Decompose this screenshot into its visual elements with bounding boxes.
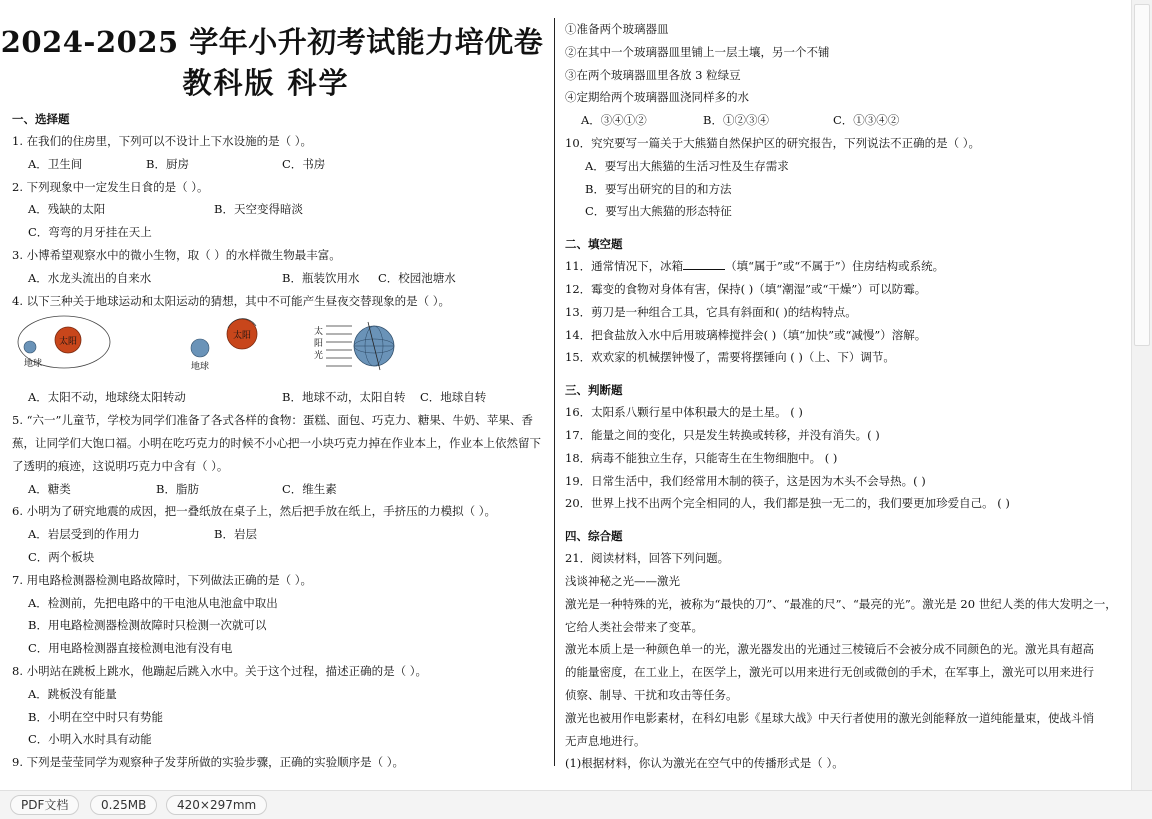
question-21-sub-1: (1)根据材料，你认为激光在空气中的传播形式是（ ）。 bbox=[565, 756, 844, 771]
question-5-line-3: 了透明的痕迹，这说明巧克力中含有（ ）。 bbox=[12, 458, 229, 473]
scrollbar-thumb[interactable] bbox=[1134, 4, 1150, 346]
question-9-step-1: ①准备两个玻璃器皿 bbox=[565, 22, 669, 36]
question-16: 16．太阳系八颗行星中体积最大的是土星。 ( ) bbox=[565, 405, 803, 420]
option-c: C．弯弯的月牙挂在天上 bbox=[28, 225, 152, 240]
option-a: A．检测前，先把电路中的干电池从电池盒中取出 bbox=[28, 595, 278, 610]
option-b: B．厨房 bbox=[146, 156, 189, 171]
right-column bbox=[565, 18, 1117, 775]
earth-label: 地球 bbox=[24, 359, 43, 370]
question-7: 7. 用电路检测器检测电路故障时，下列做法正确的是（ ）。 bbox=[12, 572, 313, 587]
page-subtitle: 教科版 科学 bbox=[182, 66, 350, 100]
page-dimensions-badge: 420×297mm bbox=[166, 795, 267, 815]
reading-p3-line-1: 激光也被用作电影素材，在科幻电影《星球大战》中天行者使用的激光剑能释放一道纯能量束，使战斗悄 bbox=[565, 710, 1094, 725]
section-heading-choice: 一、选择题 bbox=[12, 112, 70, 126]
figure-sun-rotating bbox=[180, 314, 280, 380]
left-column bbox=[0, 22, 550, 774]
reading-p2-line-2: 的能量密度，在工业上，在医学上，激光可以用来进行无创或微创的手术，在军事上，激光可以用来进行 bbox=[565, 665, 1094, 680]
option-c: C．校园池塘水 bbox=[378, 270, 456, 285]
question-5-line-1: 5. “六一”儿童节，学校为同学们准备了各式各样的食物：蛋糕、面包、巧克力、糖果、牛奶、苹果、香 bbox=[12, 413, 533, 428]
sunlight-label-1: 太 bbox=[314, 327, 324, 338]
reading-p1-line-1: 激光是一种特殊的光，被称为“最快的刀”、“最准的尺”、“最亮的光”。激光是 20 世纪人类的伟大发明之一， bbox=[565, 596, 1117, 611]
question-10: 10．究究要写一篇关于大熊猫自然保护区的研究报告，下列说法不正确的是（ ）。 bbox=[565, 135, 981, 150]
sun-label: 太阳 bbox=[58, 337, 78, 348]
sun-label: 太阳 bbox=[232, 331, 252, 342]
question-9: 9. 下列是莹莹同学为观察种子发芽所做的实验步骤，正确的实验顺序是（ ）。 bbox=[12, 755, 405, 770]
option-b: B．脂肪 bbox=[156, 481, 199, 496]
option-c: C．地球自转 bbox=[420, 390, 487, 405]
sunlight-label-2: 阳 bbox=[314, 339, 324, 350]
option-c: C．用电路检测器直接检测电池有没有电 bbox=[28, 641, 233, 656]
question-17: 17．能量之间的变化，只是发生转换或转移，并没有消失。( ) bbox=[565, 427, 880, 442]
question-1-options bbox=[12, 153, 550, 176]
question-12: 12．霉变的食物对身体有害，保持( )（填“潮湿”或“干燥”）可以防霉。 bbox=[565, 281, 927, 296]
option-a: A．水龙头流出的自来水 bbox=[28, 270, 152, 285]
file-type-badge: PDF文档 bbox=[10, 795, 79, 815]
option-b: B．小明在空中时只有势能 bbox=[28, 709, 163, 724]
reading-heading: 浅谈神秘之光——激光 bbox=[565, 573, 680, 588]
question-2-options bbox=[12, 198, 550, 221]
option-a: A．要写出大熊猫的生活习性及生存需求 bbox=[585, 158, 789, 173]
file-size-badge: 0.25MB bbox=[90, 795, 157, 815]
question-13: 13．剪刀是一种组合工具，它具有斜面和( )的结构特点。 bbox=[565, 304, 857, 319]
option-b: B．地球不动，太阳自转 bbox=[282, 390, 406, 405]
option-a: A．③④①② bbox=[581, 113, 647, 128]
option-a: A．糖类 bbox=[28, 481, 71, 496]
question-3-options bbox=[12, 267, 550, 290]
question-4: 4. 以下三种关于地球运动和太阳运动的猜想，其中不可能产生昼夜交替现象的是（ ）。 bbox=[12, 293, 451, 308]
question-5-options bbox=[12, 478, 550, 501]
reading-p2-line-1: 激光本质上是一种颜色单一的光，激光器发出的光通过三棱镜后不会被分成不同颜色的光。激光具有超高 bbox=[565, 642, 1094, 657]
section-heading-comprehensive: 四、综合题 bbox=[565, 529, 623, 544]
option-c: C．要写出大熊猫的形态特征 bbox=[585, 204, 732, 219]
option-b: B．岩层 bbox=[214, 527, 257, 542]
status-bar bbox=[0, 790, 1152, 819]
option-c: C．小明入水时具有动能 bbox=[28, 732, 152, 747]
question-1: 1. 在我们的住房里，下列可以不设计上下水设施的是（ ）。 bbox=[12, 134, 313, 148]
question-9-options bbox=[565, 109, 1110, 132]
option-a: A．跳板没有能量 bbox=[28, 686, 117, 701]
option-c: C．书房 bbox=[282, 156, 326, 171]
sunlight-arrows bbox=[326, 326, 352, 366]
option-c: C．两个板块 bbox=[28, 549, 95, 564]
question-14: 14．把食盐放入水中后用玻璃棒搅拌会( )（填“加快”或“减慢”）溶解。 bbox=[565, 327, 927, 342]
section-heading-fill: 二、填空题 bbox=[565, 237, 623, 252]
question-9-step-2: ②在其中一个玻璃器皿里铺上一层土壤，另一个不铺 bbox=[565, 44, 830, 59]
question-6-options bbox=[12, 523, 550, 546]
earth-icon bbox=[191, 339, 209, 357]
option-a: A．岩层受到的作用力 bbox=[28, 527, 140, 542]
question-9-step-3: ③在两个玻璃器皿里各放 3 粒绿豆 bbox=[565, 67, 741, 82]
question-4-options bbox=[12, 386, 550, 409]
option-b: B．要写出研究的目的和方法 bbox=[585, 181, 732, 196]
option-a: A．卫生间 bbox=[28, 156, 83, 171]
option-c: C．①③④② bbox=[833, 113, 900, 128]
answer-blank bbox=[683, 257, 725, 270]
question-6: 6. 小明为了研究地震的成因，把一叠纸放在桌子上，然后把手放在纸上，手挤压的力模拟（ ）。 bbox=[12, 504, 497, 519]
question-8: 8. 小明站在跳板上跳水，他蹦起后跳入水中。关于这个过程，描述正确的是（ ）。 bbox=[12, 663, 428, 678]
option-a: A．太阳不动，地球绕太阳转动 bbox=[28, 390, 186, 405]
column-divider bbox=[554, 18, 555, 766]
option-b: B．瓶装饮用水 bbox=[282, 270, 360, 285]
question-2: 2. 下列现象中一定发生日食的是（ ）。 bbox=[12, 179, 209, 194]
option-b: B．①②③④ bbox=[703, 113, 769, 128]
question-11-pre: 11．通常情况下，冰箱 bbox=[565, 259, 684, 274]
option-a: A．残缺的太阳 bbox=[28, 202, 106, 217]
question-9-step-4: ④定期给两个玻璃器皿浇同样多的水 bbox=[565, 90, 749, 105]
question-11 bbox=[565, 255, 1110, 278]
question-5-line-2: 蕉，让同学们大饱口福。小明在吃巧克力的时候不小心把一小块巧克力掉在作业本上，作业本上依然留下 bbox=[12, 435, 541, 450]
option-b: B．用电路检测器检测故障时只检测一次就可以 bbox=[28, 618, 267, 633]
earth-icon bbox=[24, 341, 36, 353]
question-3: 3. 小博希望观察水中的微小生物，取（ ）的水样微生物最丰富。 bbox=[12, 247, 341, 262]
section-heading-judge: 三、判断题 bbox=[565, 383, 623, 398]
earth-label: 地球 bbox=[191, 362, 210, 373]
question-4-figures bbox=[12, 314, 550, 382]
figure-earth-orbit bbox=[14, 314, 114, 380]
reading-p2-line-3: 侦察、制导、干扰和攻击等任务。 bbox=[565, 687, 738, 702]
vertical-scrollbar[interactable] bbox=[1131, 0, 1152, 790]
question-11-post: （填“属于”或“不属于”）住房结构或系统。 bbox=[725, 259, 945, 274]
question-19: 19．日常生活中，我们经常用木制的筷子，这是因为木头不会导热。( ) bbox=[565, 473, 926, 488]
question-20: 20．世界上找不出两个完全相同的人，我们都是独一无二的，我们要更加珍爱自己。 ( ) bbox=[565, 496, 1010, 511]
option-b: B．天空变得暗淡 bbox=[214, 202, 303, 217]
question-15: 15．欢欢家的机械摆钟慢了，需要将摆锤向 ( )（上、下）调节。 bbox=[565, 350, 895, 365]
figure-earth-rotating bbox=[312, 314, 412, 380]
option-c: C．维生素 bbox=[282, 481, 337, 496]
page-title: 2024-2025 学年小升初考试能力培优卷 bbox=[0, 25, 544, 59]
sunlight-label-3: 光 bbox=[314, 351, 324, 362]
question-21: 21．阅读材料，回答下列问题。 bbox=[565, 551, 730, 566]
reading-p1-line-2: 它给人类社会带来了变革。 bbox=[565, 619, 703, 634]
reading-p3-line-2: 无声息地进行。 bbox=[565, 733, 646, 748]
question-18: 18．病毒不能独立生存，只能寄生在生物细胞中。 ( ) bbox=[565, 450, 838, 465]
